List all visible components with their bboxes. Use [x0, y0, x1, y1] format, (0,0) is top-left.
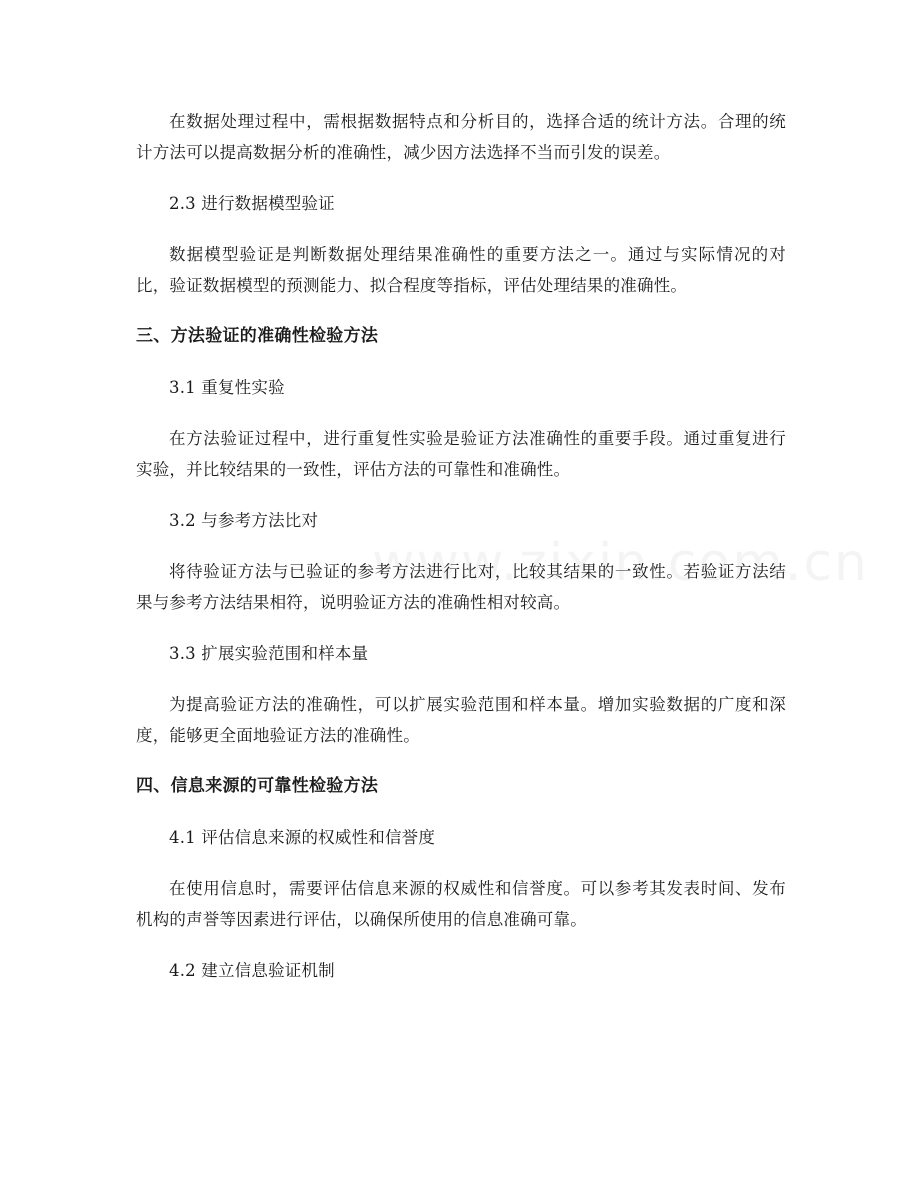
paragraph-repeatability: 在方法验证过程中，进行重复性实验是验证方法准确性的重要手段。通过重复进行实验，并比较结果的一致性，评估方法的可靠性和准确性。 [136, 429, 786, 479]
paragraph-reference-comparison: 将待验证方法与已验证的参考方法进行比对，比较其结果的一致性。若验证方法结果与参考方法结果相符，说明验证方法的准确性相对较高。 [136, 562, 786, 612]
subheading-3-2: 3.2 与参考方法比对 [169, 511, 319, 530]
subheading-3-1: 3.1 重复性实验 [169, 378, 285, 397]
paragraph-statistical-method: 在数据处理过程中，需根据数据特点和分析目的，选择合适的统计方法。合理的统计方法可以提高数据分析的准确性，减少因方法选择不当而引发的误差。 [136, 112, 786, 162]
paragraph-extend-range: 为提高验证方法的准确性，可以扩展实验范围和样本量。增加实验数据的广度和深度，能够更全面地验证方法的准确性。 [136, 695, 786, 745]
paragraph-model-validation: 数据模型验证是判断数据处理结果准确性的重要方法之一。通过与实际情况的对比，验证数据模型的预测能力、拟合程度等指标，评估处理结果的准确性。 [136, 245, 786, 295]
watermark [372, 533, 869, 593]
section-heading-4: 四、信息来源的可靠性检验方法 [136, 776, 379, 796]
subheading-4-1: 4.1 评估信息来源的权威性和信誉度 [169, 828, 436, 847]
section-heading-3: 三、方法验证的准确性检验方法 [136, 326, 379, 346]
subheading-3-3: 3.3 扩展实验范围和样本量 [169, 644, 369, 663]
subheading-4-2: 4.2 建立信息验证机制 [169, 961, 335, 980]
subheading-2-3: 2.3 进行数据模型验证 [169, 194, 335, 213]
paragraph-source-authority: 在使用信息时，需要评估信息来源的权威性和信誉度。可以参考其发表时间、发布机构的声誉等因素进行评估，以确保所使用的信息准确可靠。 [136, 879, 786, 929]
